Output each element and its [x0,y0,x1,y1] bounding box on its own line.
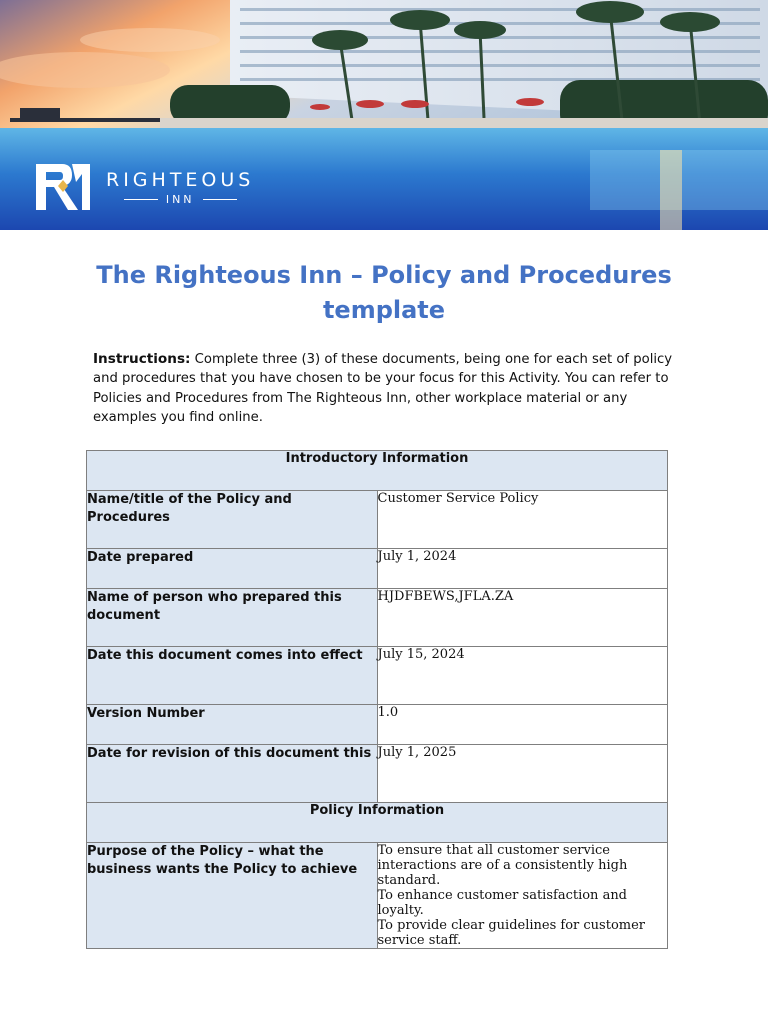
row-label: Date this document comes into effect [87,647,378,705]
row-label: Date for revision of this document this [87,745,378,803]
row-label: Purpose of the Policy – what the business wants the Policy to achieve [87,843,378,949]
purpose-line: To ensure that all customer service interactions are of a consistently high standard. [377,843,628,888]
section-heading-policy: Policy Information [87,803,668,843]
table-row [87,589,668,647]
brand-logo [32,160,254,214]
section-header-row [87,451,668,491]
purpose-line: To enhance customer satisfaction and loyalty. [377,888,628,918]
row-label: Name of person who prepared this document [87,589,378,647]
brand-subname: INN [165,192,195,206]
purpose-line: To provide clear guidelines for customer service staff. [377,918,646,948]
instructions-text: Complete three (3) of these documents, being one for each set of policy and procedures that you have chosen to be your focus for this Activity. You can refer to Policies and Procedures from The Righteous Inn, other workplace material or any examples you find online. [93,352,673,426]
row-value-version[interactable]: 1.0 [377,705,668,745]
table-row [87,549,668,589]
policy-form-table [86,450,668,949]
logo-monogram-icon [32,160,94,214]
brand-name: RIGHTEOUS [106,168,255,191]
section-header-row [87,803,668,843]
divider [203,199,237,200]
instructions-paragraph [93,350,677,428]
row-value-effective-date[interactable]: July 15, 2024 [377,647,668,705]
row-label: Name/title of the Policy and Procedures [87,491,378,549]
section-heading-intro: Introductory Information [87,451,668,491]
row-label: Version Number [87,705,378,745]
row-value-purpose[interactable] [377,843,668,949]
table-row [87,843,668,949]
row-label: Date prepared [87,549,378,589]
table-row [87,491,668,549]
divider [124,199,158,200]
row-value-revision-date[interactable]: July 1, 2025 [377,745,668,803]
header-banner [0,0,768,230]
table-row [87,647,668,705]
instructions-label: Instructions: [93,351,191,367]
table-row [87,745,668,803]
row-value-policy-name[interactable]: Customer Service Policy [377,491,668,549]
document-title: The Righteous Inn – Policy and Procedures template [96,261,672,324]
row-value-date-prepared[interactable]: July 1, 2024 [377,549,668,589]
row-value-prepared-by[interactable]: HJDFBEWS,JFLA.ZA [377,589,668,647]
table-row [87,705,668,745]
